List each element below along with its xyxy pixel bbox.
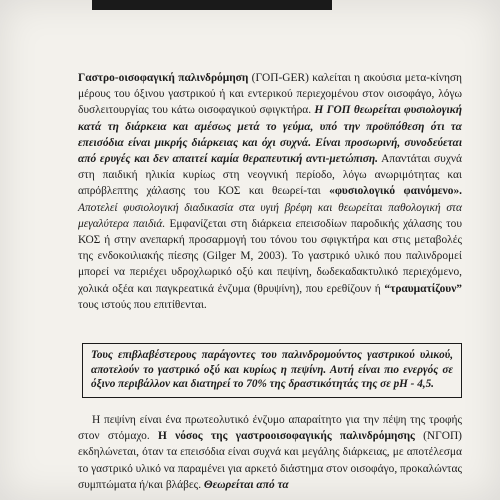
running-header-bar xyxy=(92,0,332,10)
text-span: τους ιστούς που επιτίθενται. xyxy=(78,298,207,311)
term-traumatize: “τραυματίζουν” xyxy=(384,282,462,295)
term-physiological-phenomenon: «φυσιολογικό φαινόμενο». xyxy=(329,185,462,198)
paragraph-body xyxy=(78,412,462,493)
emphasis-physiological-reflux: Η ΓΟΠ θεωρείται φυσιολογική κατά τη διάρκεια και αμέσως μετά το γεύμα, υπό την προϋπόθεση ότι τα επεισόδια είναι μικρής διάρκειας και όχι συχνά. Είναι προσωρινή, συνοδεύεται από ερυγές και δεν απαιτεί καμία θεραπευτική αντι-μετώπιση. xyxy=(78,104,463,166)
paragraph-gerd-definition xyxy=(78,70,462,313)
term-gerd-disease: Η νόσος της γαστροοισοφαγικής παλινδρόμησης xyxy=(157,430,415,443)
paragraph-pepsin xyxy=(78,412,462,493)
text-span: (ΓΟΠ-GER) καλείται η ακούσια μετα-κίνηση μέρους του όξινου γαστρικού ή και εντερικού περιεχομένου στον οισοφάγο, λόγω δυσλειτουργίας του κάτω οισοφαγικού σφιγκτήρα. xyxy=(78,72,462,117)
paragraph-body xyxy=(78,70,462,313)
text-span: Απαντάται συχνά στη παιδική ηλικία κυρίως στη νεογνική περίοδο, λόγω ανωριμότητας και απρόβλεπτης χάλασης του ΚΟΣ και θεωρεί-ται xyxy=(78,153,462,198)
term-gastroesophageal-reflux: Γαστρο-οισοφαγική παλινδρόμηση xyxy=(78,72,249,84)
text-span: (ΝΓΟΠ) εκδηλώνεται, όταν τα επεισόδια είναι συχνά και μεγάλης διάρκειας, με αποτέλεσμα το γαστρικό υλικό να παραμένει για αρκετό διάστημα στον οισοφάγο, προκαλώντας συμπτώματα ή/και βλάβες. xyxy=(78,430,462,491)
italic-span: Αποτελεί φυσιολογική διαδικασία στα υγιή βρέφη και θεωρείται παθολογική στα μεγαλύτερα παιδιά. xyxy=(78,201,462,230)
text-span: Εμφανίζεται στη διάρκεια επεισοδίων παροδικής χάλασης του ΚΟΣ ή στην ανεπαρκή προσαρμογή του τόνου του σφιγκτήρα και στις μεταβολές της ενδοκοιλιακής πίεσης (Gilger M, 2003). Το γαστρικό υλικό που παλινδρομεί μπορεί να περιέχει υδροχλωρικό οξύ και πεψίνη, δωδεκαδακτυλικό περιεχόμενο, χολικά οξέα και παγκρεατικά ένζυμα (θρυψίνη), που ερεθίζουν ή xyxy=(78,217,462,295)
text-span: Η πεψίνη είναι ένα πρωτεολυτικό ένζυμο απαραίτητο για την πέψη της τροφής στον στόμαχο. xyxy=(78,414,462,443)
callout-box: Τους επιβλαβέστερους παράγοντες του παλινδρομούντος γαστρικού υλικού, αποτελούν το γαστρικό οξύ και κυρίως η πεψίνη. Αυτή είναι πιο ενεργός σε όξινο περιβάλλον και διατηρεί το 70% της δραστικότητάς της σε pH - 4,5. xyxy=(82,343,462,398)
emphasis-span: Θεωρείται από τα xyxy=(203,478,289,491)
